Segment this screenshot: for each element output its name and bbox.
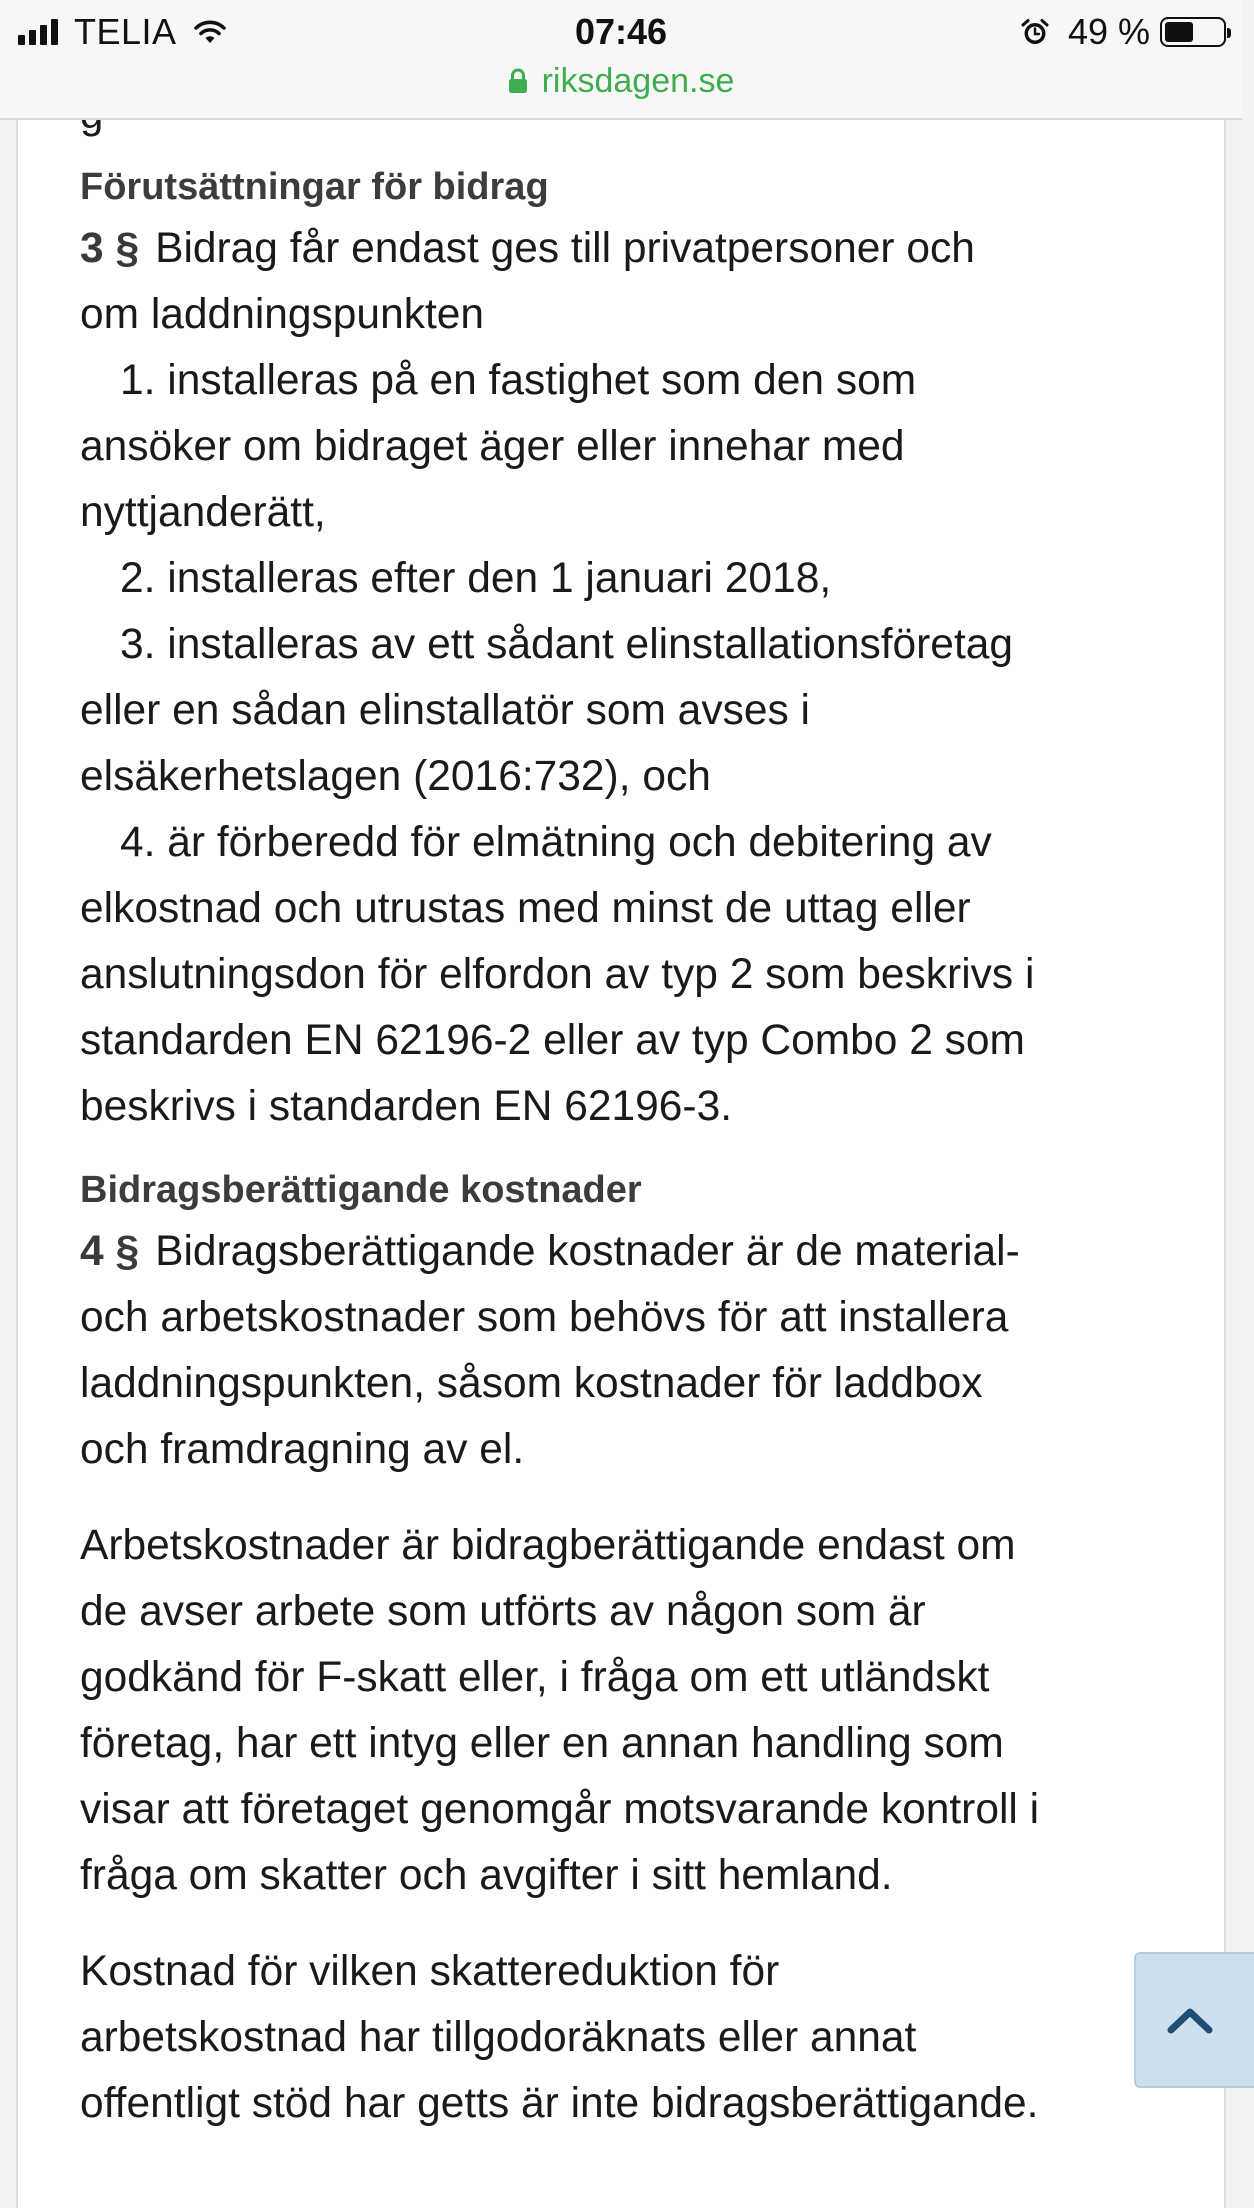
text-line: beskrivs i standarden EN 62196-3.	[80, 1083, 733, 1130]
chevron-up-icon	[1166, 2005, 1214, 2035]
list-item-4: 4. är förberedd för elmätning och debitering av	[120, 819, 992, 866]
text-line: eller en sådan elinstallatör som avses i	[80, 687, 810, 734]
list-item-2: 2. installeras efter den 1 januari 2018,	[120, 555, 832, 602]
text-line: laddningspunkten, såsom kostnader för laddbox	[80, 1360, 983, 1407]
text-line: och arbetskostnader som behövs för att installera	[80, 1294, 1009, 1341]
address-bar[interactable]	[0, 58, 1242, 104]
list-item-3: 3. installeras av ett sådant elinstallationsföretag	[120, 621, 1014, 668]
text-line: Bidragsberättigande kostnader är de material-	[155, 1228, 1020, 1275]
text-line: arbetskostnad har tillgodoräknats eller annat	[80, 2014, 917, 2061]
text-line: elsäkerhetslagen (2016:732), och	[80, 753, 711, 800]
browser-top-bar	[0, 0, 1242, 120]
section-4-number: 4 §	[80, 1228, 140, 1275]
text-line: företag, har ett intyg eller en annan handling som	[80, 1720, 1004, 1767]
status-bar-right	[1020, 8, 1226, 56]
section-4-heading: Bidragsberättigande kostnader	[80, 1169, 642, 1211]
url-domain: riksdagen.se	[541, 61, 735, 100]
text-line: Kostnad för vilken skattereduktion för	[80, 1948, 780, 1995]
law-text	[80, 118, 1200, 2137]
text-line: de avser arbete som utförts av någon som är	[80, 1588, 926, 1635]
text-line: offentligt stöd har getts är inte bidragsberättigande.	[80, 2080, 1039, 2127]
page-content	[16, 118, 1226, 2208]
text-line: elkostnad och utrustas med minst de uttag eller	[80, 885, 971, 932]
list-item-1: 1. installeras på en fastighet som den som	[120, 357, 917, 404]
battery-percentage: 49 %	[1067, 11, 1150, 52]
alarm-icon	[1020, 17, 1050, 47]
back-to-top-button[interactable]	[1134, 1952, 1254, 2088]
text-line: standarden EN 62196-2 eller av typ Combo 2 som	[80, 1017, 1025, 1064]
text-line: godkänd för F-skatt eller, i fråga om ett utländskt	[80, 1654, 990, 1701]
section-3-paragraph	[80, 216, 1200, 1140]
status-time: 07:46	[574, 11, 668, 52]
section-4-paragraph-1	[80, 1219, 1200, 1483]
text-line: Arbetskostnader är bidragberättigande endast om	[80, 1522, 1016, 1569]
text-line: och framdragning av el.	[80, 1426, 525, 1473]
carrier-name: TELIA	[74, 11, 177, 52]
text-line: om laddningspunkten	[80, 291, 485, 338]
section-3-number: 3 §	[80, 225, 140, 272]
text-line: anslutningsdon för elfordon av typ 2 som beskrivs i	[80, 951, 1035, 998]
section-4-paragraph-2	[80, 1513, 1200, 1909]
battery-icon	[1160, 17, 1226, 47]
lock-icon	[508, 68, 528, 94]
section-3-heading: Förutsättningar för bidrag	[80, 166, 549, 208]
text-line: fråga om skatter och avgifter i sitt hemland.	[80, 1852, 893, 1899]
text-line: Bidrag får endast ges till privatpersoner och	[155, 225, 975, 272]
text-line: nyttjanderätt,	[80, 489, 326, 536]
text-line: ansöker om bidraget äger eller innehar med	[80, 423, 905, 470]
text-line: visar att företaget genomgår motsvarande kontroll i	[80, 1786, 1040, 1833]
section-4-paragraph-3	[80, 1939, 1200, 2137]
